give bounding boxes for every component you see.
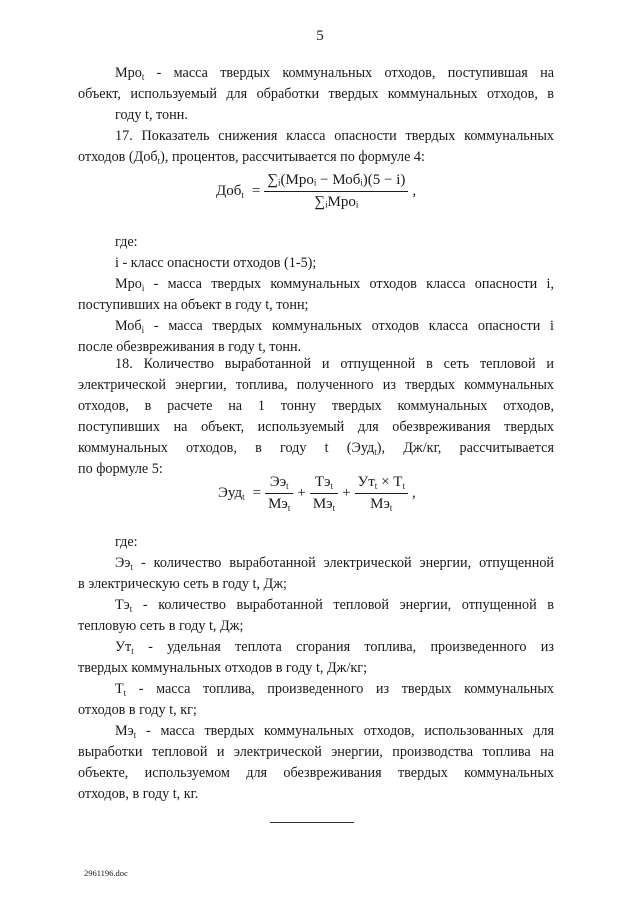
paragraph-17-line-1: 17. Показатель снижения класса опасности твердых коммунальных (115, 128, 554, 144)
formula-4-lhs: Доб$_t$ (216, 183, 244, 200)
formula-4-numerator: ∑ᵢ(Мроᵢ − Мобᵢ)(5 − i) (264, 172, 408, 192)
definition-mob-line-2: после обезвреживания в году t, тонн. (78, 339, 302, 355)
end-divider-line (270, 822, 354, 823)
symbol-ee-t: $Ээ_t$ (115, 555, 133, 572)
definition-me-line-2: выработки тепловой и электрической энергии, производства топлива на (78, 744, 554, 760)
formula-5-plus-1: + (297, 485, 306, 501)
page-number: 5 (316, 28, 324, 44)
definition-ut-line-2: твердых коммунальных отходов в году t, Дж/кг; (78, 660, 368, 676)
where-label-4: где: (115, 234, 138, 250)
symbol-dob-t: Доб$_t$ (133, 149, 161, 166)
symbol-t-t: $Т_t$ (115, 681, 127, 698)
formula-4-denominator: ∑ᵢМроᵢ (314, 194, 359, 210)
paragraph-18-line-2: электрической энергии, топлива, полученного из твердых коммунальных (78, 377, 554, 393)
paragraph-18-line-3: отходов, в расчете на 1 тонну твердых коммунальных отходов, (78, 398, 554, 414)
intro-line-1: Мро$_t$ - масса твердых коммунальных отходов, поступившая на (115, 65, 555, 82)
paragraph-17-line-2: отходов (Доб$_t$), процентов, рассчитывается по формуле 4: (78, 149, 425, 166)
symbol-mob-i: Моб$_i$ (115, 318, 145, 335)
paragraph-18-line-5: коммунальных отходов, в году t (Эуд$_t$), Дж/кг, рассчитывается (78, 440, 554, 457)
where-label-5: где: (115, 534, 138, 550)
definition-mob-line-1: Моб$_i$ - масса твердых коммунальных отходов класса опасности i (115, 318, 555, 335)
formula-5 (214, 474, 420, 513)
symbol-eud-t: Эуд$_t$ (351, 440, 377, 457)
definition-t-line-1: $Т_t$ - масса топлива, произведенного из твердых коммунальных (115, 681, 555, 698)
intro-definition (78, 63, 554, 126)
formula-4-equals: = (251, 183, 261, 199)
formula-4-definitions (78, 232, 554, 358)
definition-ee-line-1: $Ээ_t$ - количество выработанной электрической энергии, отпущенной (115, 555, 555, 572)
formula-5-lhs: Эуд$_t$ (218, 485, 245, 502)
symbol-me-t: $Мэ_t$ (115, 723, 137, 740)
formula-5-plus-2: + (342, 485, 351, 501)
formula-5-definitions (78, 532, 554, 805)
symbol-mro-t: Мро$_t$ (115, 65, 145, 82)
paragraph-18 (78, 354, 554, 480)
paragraph-18-line-4: поступивших на объект, используемый для обезвреживания твердых (78, 419, 554, 435)
definition-ut-line-1: $Ут_t$ - удельная теплота сгорания топлива, произведенного из (115, 639, 555, 656)
definition-mro-line-1: Мро$_i$ - масса твердых коммунальных отходов класса опасности i, (115, 276, 555, 293)
paragraph-17 (78, 126, 554, 168)
formula-4 (212, 172, 420, 211)
footer-filename: 2961196.doc (84, 868, 128, 878)
definition-ee-line-2: в электрическую сеть в году t, Дж; (78, 576, 287, 592)
definition-te-line-2: тепловую сеть в году t, Дж; (78, 618, 244, 634)
definition-te-line-1: $Тэ_t$ - количество выработанной тепловой энергии, отпущенной в (115, 597, 554, 614)
formula-5-comma: , (411, 485, 416, 501)
definition-mro-line-2: поступивших на объект в году t, тонн; (78, 297, 309, 313)
intro-line-2: объект, используемый для обработки твердых коммунальных отходов, в (78, 86, 554, 102)
formula-4-fraction (264, 172, 408, 211)
definition-me-line-4: отходов, в году t, кг. (78, 786, 199, 802)
symbol-mro-i: Мро$_i$ (115, 276, 145, 293)
intro-line-3: году t, тонн. (115, 107, 188, 123)
formula-5-equals: = (252, 485, 262, 501)
definition-i: i - класс опасности отходов (1-5); (115, 255, 317, 271)
symbol-ut-t: $Ут_t$ (115, 639, 134, 656)
symbol-te-t: $Тэ_t$ (115, 597, 133, 614)
definition-t-line-2: отходов в году t, кг; (78, 702, 197, 718)
definition-me-line-1: $Мэ_t$ - масса твердых коммунальных отходов, использованных для (115, 723, 555, 740)
formula-5-term-3: $\frac{Ут_t \times Т_t}{Мэ_t}$ (355, 474, 408, 513)
formula-5-term-2: $\frac{Тэ_t}{Мэ_t}$ (310, 474, 338, 513)
formula-5-term-1: $\frac{Ээ_t}{Мэ_t}$ (265, 474, 293, 513)
definition-me-line-3: объекте, используемом для обезвреживания твердых коммунальных (78, 765, 554, 781)
paragraph-18-line-1: 18. Количество выработанной и отпущенной в сеть тепловой и (115, 356, 554, 372)
formula-4-comma: , (412, 183, 417, 199)
paragraph-18-line-6: по формуле 5: (78, 461, 163, 477)
